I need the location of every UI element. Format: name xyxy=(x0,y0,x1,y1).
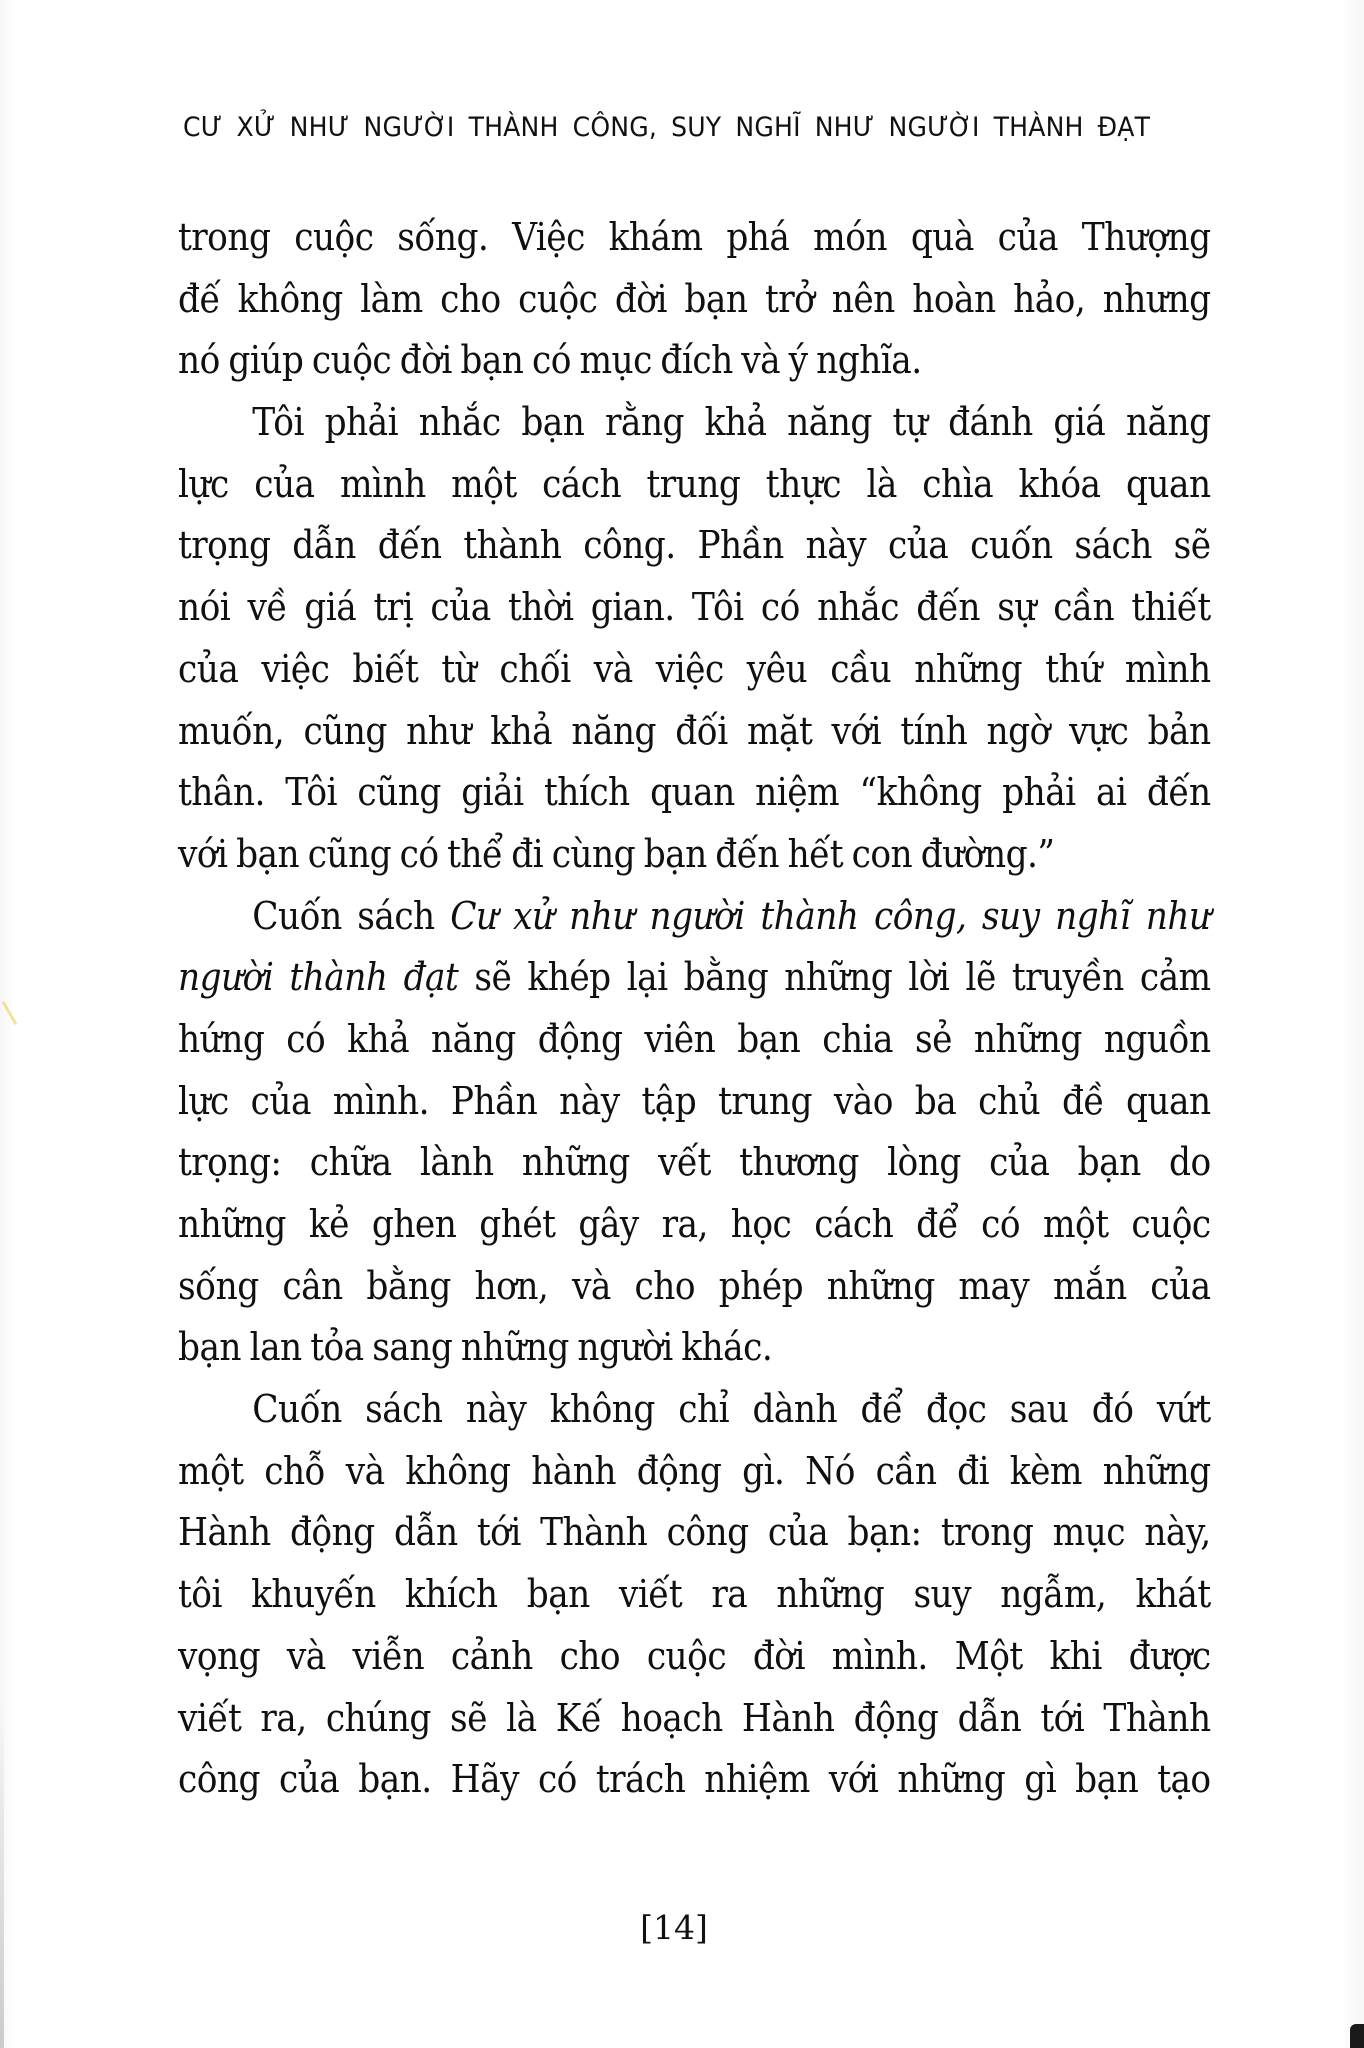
text-line: hứng có khả năng động viên bạn chia sẻ những nguồn xyxy=(178,1016,1211,1061)
scan-artifact xyxy=(2,1001,18,1025)
paragraph xyxy=(178,207,1211,392)
text-line: trong cuộc sống. Việc khám phá món quà của Thượng xyxy=(178,215,1211,259)
page-corner-shadow xyxy=(1350,2024,1364,2048)
text-line: sống cân bằng hơn, và cho phép những may mắn của xyxy=(178,1263,1211,1308)
text-line: những kẻ ghen ghét gây ra, học cách để có một cuộc xyxy=(178,1202,1211,1246)
body-text xyxy=(178,207,1211,1811)
text-line: Tôi phải nhắc bạn rằng khả năng tự đánh giá năng xyxy=(252,400,1211,445)
text-line: muốn, cũng như khả năng đối mặt với tính ngờ vực bản xyxy=(178,708,1211,753)
text-line: một chỗ và không hành động gì. Nó cần đi kèm những xyxy=(178,1448,1211,1493)
text-line: với bạn cũng có thể đi cùng bạn đến hết con đường.” xyxy=(178,831,1055,876)
text-run: Cuốn sách xyxy=(252,893,451,938)
page-number-text: [14] xyxy=(640,1908,708,1947)
paragraph xyxy=(178,392,1211,886)
text-line: lực của mình. Phần này tập trung vào ba chủ đề quan xyxy=(178,1078,1211,1123)
text-line: đế không làm cho cuộc đời bạn trở nên hoàn hảo, nhưng xyxy=(178,276,1211,321)
text-line: Hành động dẫn tới Thành công của bạn: trong mục này, xyxy=(178,1510,1211,1555)
paragraph xyxy=(178,886,1211,1380)
page-edge-shadow xyxy=(0,1700,4,2048)
text-line: vọng và viễn cảnh cho cuộc đời mình. Một khi được xyxy=(178,1633,1211,1678)
book-title-italic: người thành đạt xyxy=(178,955,459,1000)
running-head: CƯ XỬ NHƯ NGƯỜI THÀNH CÔNG, SUY NGHĨ NHƯ NGƯỜI THÀNH ĐẠT xyxy=(183,112,1151,143)
book-title-italic: Cư xử như người thành công, suy nghĩ như xyxy=(450,893,1211,938)
text-line: Cuốn sách này không chỉ dành để đọc sau đó vứt xyxy=(252,1387,1211,1432)
text-run: sẽ khép lại bằng những lời lẽ truyền cảm xyxy=(458,955,1211,1000)
text-line: nó giúp cuộc đời bạn có mục đích và ý nghĩa. xyxy=(178,338,922,383)
text-line xyxy=(178,886,1211,948)
text-line: công của bạn. Hãy có trách nhiệm với những gì bạn tạo xyxy=(178,1757,1211,1802)
text-line: bạn lan tỏa sang những người khác. xyxy=(178,1325,773,1370)
page-number xyxy=(0,1903,1364,1953)
text-line: lực của mình một cách trung thực là chìa khóa quan xyxy=(178,461,1211,506)
text-line: trọng dẫn đến thành công. Phần này của cuốn sách sẽ xyxy=(178,523,1211,568)
text-line: trọng: chữa lành những vết thương lòng của bạn do xyxy=(178,1140,1211,1185)
text-line: thân. Tôi cũng giải thích quan niệm “không phải ai đến xyxy=(178,770,1211,815)
text-line xyxy=(178,947,1211,1009)
text-line: tôi khuyến khích bạn viết ra những suy ngẫm, khát xyxy=(178,1572,1211,1617)
text-line: viết ra, chúng sẽ là Kế hoạch Hành động dẫn tới Thành xyxy=(178,1695,1211,1740)
text-line: nói về giá trị của thời gian. Tôi có nhắc đến sự cần thiết xyxy=(178,585,1211,630)
paragraph xyxy=(178,1379,1211,1811)
text-line: của việc biết từ chối và việc yêu cầu những thứ mình xyxy=(178,646,1211,691)
